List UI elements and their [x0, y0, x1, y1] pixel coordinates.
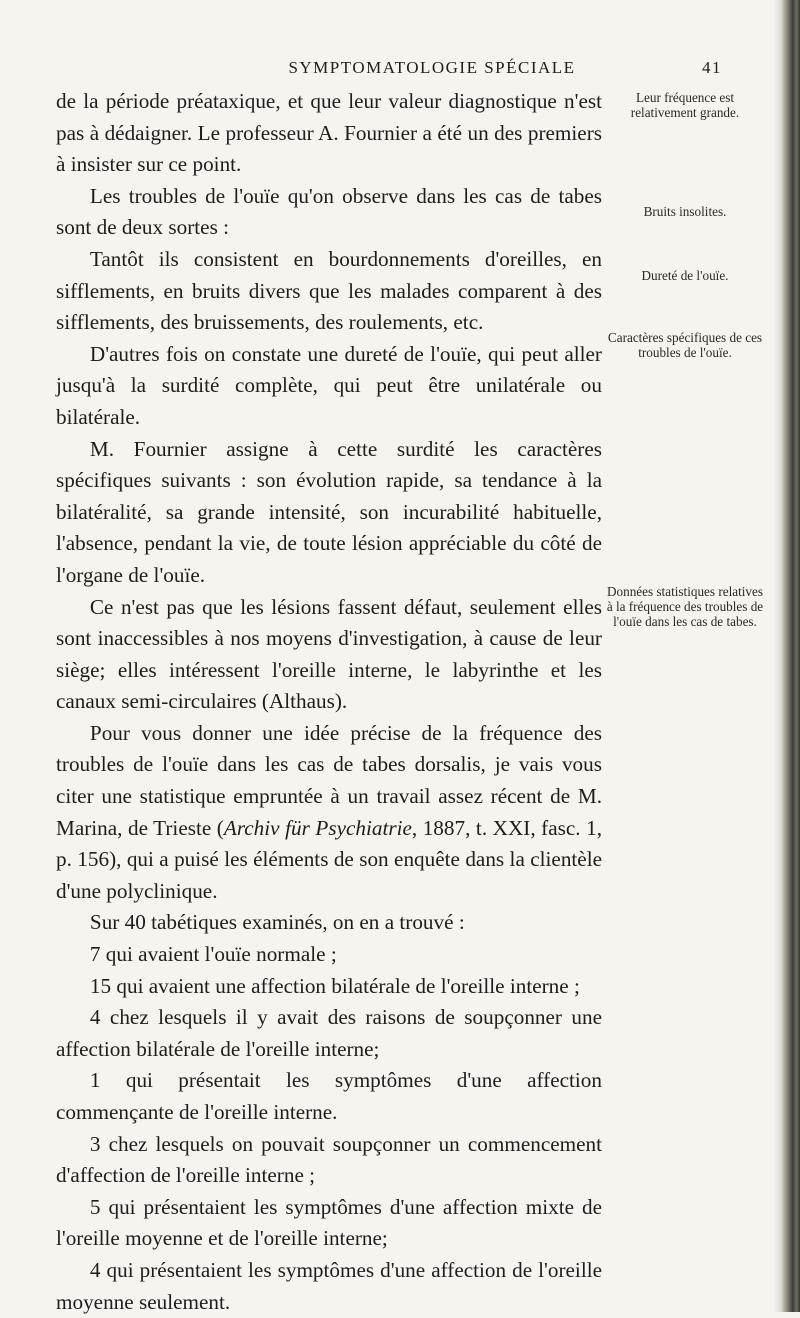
paragraph-8: Sur 40 tabétiques examinés, on en a trouvé : [89, 910, 465, 935]
margin-note-statistics: Données statistiques relatives à la fréquence des troubles de l'ouïe dans les cas de tabes. [606, 584, 764, 629]
margin-note-frequency: Leur fréquence est relativement grande. [630, 90, 740, 120]
list-item: 1 qui présentait les symptômes d'une affection commençante de l'oreille interne. [56, 1068, 602, 1124]
journal-title: Archiv für Psychiatrie [223, 815, 412, 840]
paragraph-4: D'autres fois on constate une dureté de l'ouïe, qui peut aller jusqu'à la surdité complète, qui peut être unilatérale ou bilatérale. [56, 341, 602, 429]
running-head [142, 58, 722, 78]
list-item: 4 qui présentaient les symptômes d'une affection de l'oreille moyenne seulement. [56, 1257, 602, 1314]
list-item: 4 chez lesquels il y avait des raisons de soupçonner une affection bilatérale de l'oreille interne; [56, 1005, 602, 1061]
paragraph-7-text-b: , 1887, t. XXI, fasc. 1, p. 156), qui a puisé les éléments de son enquête dans la clientèle d'une polyclinique. [56, 815, 602, 903]
list-item: 7 qui avaient l'ouïe normale ; [89, 942, 337, 967]
margin-note-characteristics: Caractères spécifiques de ces troubles de l'ouïe. [607, 330, 763, 360]
paragraph-7-text-a: Pour vous donner une idée précise de la fréquence des troubles de l'ouïe dans les cas de tabes dorsalis, je vais vous citer une statistique empruntée à un travail assez récent de M. Marina, de Trieste ( [56, 720, 602, 840]
page-edge-shadow [774, 0, 782, 1312]
list-item: 15 qui avaient une affection bilatérale de l'oreille interne ; [89, 973, 580, 998]
running-title: SYMPTOMATOLOGIE SPÉCIALE [288, 58, 576, 77]
page-number: 41 [702, 58, 722, 77]
book-edge [782, 0, 800, 1312]
paragraph-1: de la période préataxique, et que leur valeur diagnostique n'est pas à dédaigner. Le professeur A. Fournier a été un des premiers à insister sur ce point. [56, 89, 602, 177]
paragraph-5: M. Fournier assigne à cette surdité les caractères spécifiques suivants : son évolution rapide, sa tendance à la bilatéralité, sa grande intensité, son incurabilité habituelle, l'absence, pendant la vie, de toute lésion appréciable du côté de l'organe de l'ouïe. [56, 436, 602, 587]
list-item: 3 chez lesquels on pouvait soupçonner un commencement d'affection de l'oreille interne ; [56, 1131, 602, 1188]
paragraph-2: Les troubles de l'ouïe qu'on observe dans les cas de tabes sont de deux sortes : [56, 183, 602, 240]
margin-note-hardness: Dureté de l'ouïe. [641, 268, 729, 283]
paragraph-7 [56, 718, 602, 908]
paragraph-3: Tantôt ils consistent en bourdonnements d'oreilles, en sifflements, en bruits divers que les malades comparent à des sifflements, des bruissements, des roulements, etc. [56, 246, 602, 335]
main-text [56, 86, 602, 1318]
list-item: 5 qui présentaient les symptômes d'une affection mixte de l'oreille moyenne et de l'oreille interne; [56, 1194, 602, 1251]
paragraph-6: Ce n'est pas que les lésions fassent défaut, seulement elles sont inaccessibles à nos moyens d'investigation, à cause de leur siège; elles intéressent l'oreille interne, le labyrinthe et les canaux semi-circulaires (Althaus). [56, 594, 602, 714]
margin-note-noises: Bruits insolites. [643, 204, 727, 219]
